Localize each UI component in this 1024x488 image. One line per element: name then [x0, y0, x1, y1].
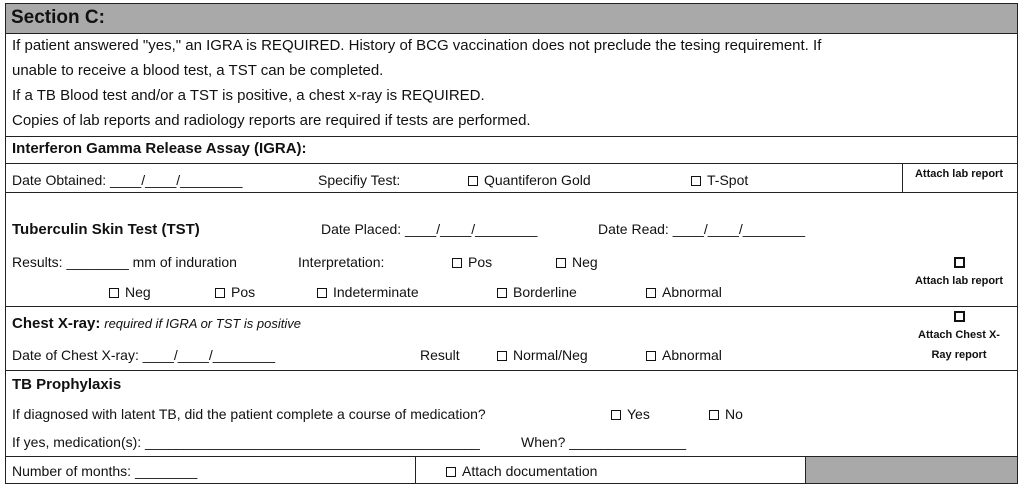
- divider: [6, 192, 1017, 193]
- xray-normal-label: Normal/Neg: [513, 347, 588, 363]
- instruction-line-1: If patient answered "yes," an IGRA is REQUIRED. History of BCG vaccination does not preclude the tesing requirement. If: [12, 37, 822, 54]
- checkbox-icon[interactable]: [691, 176, 701, 186]
- divider: [6, 163, 1017, 164]
- xray-heading: Chest X-ray:: [12, 315, 101, 332]
- interpretation-label: Interpretation:: [298, 254, 385, 270]
- instruction-line-3: If a TB Blood test and/or a TST is positive, a chest x-ray is REQUIRED.: [12, 87, 485, 104]
- tst-attach-checkbox[interactable]: [954, 255, 965, 273]
- specify-test-label: Specifiy Test:: [318, 172, 401, 188]
- instruction-line-2: unable to receive a blood test, a TST can be completed.: [12, 62, 384, 79]
- prophylaxis-question: If diagnosed with latent TB, did the patient complete a course of medication?: [12, 406, 486, 422]
- igra-pos-label: Pos: [231, 284, 256, 300]
- number-of-months-field[interactable]: Number of months: ________: [12, 463, 198, 479]
- xray-heading-row: [12, 315, 301, 332]
- divider: [415, 456, 416, 483]
- divider: [902, 163, 903, 192]
- xray-attach-checkbox[interactable]: [954, 309, 965, 327]
- prophylaxis-heading: TB Prophylaxis: [12, 376, 122, 393]
- when-field[interactable]: When? _______________: [521, 434, 687, 450]
- igra-neg-label: Neg: [125, 284, 151, 300]
- xray-normal-option[interactable]: [497, 347, 588, 363]
- tst-pos-label: Pos: [468, 254, 493, 270]
- igra-attach-lab-report[interactable]: Attach lab report: [914, 168, 1003, 180]
- divider: [6, 306, 1017, 307]
- prophylaxis-no-option[interactable]: [709, 406, 743, 422]
- igra-neg-option[interactable]: [109, 284, 151, 300]
- tst-neg-option[interactable]: [556, 254, 598, 270]
- checkbox-icon[interactable]: [468, 176, 478, 186]
- checkbox-icon[interactable]: [317, 288, 327, 298]
- igra-abnormal-option[interactable]: [646, 284, 722, 300]
- divider: [6, 370, 1017, 371]
- xray-attach-line-2[interactable]: Ray report: [931, 349, 987, 361]
- xray-abnormal-label: Abnormal: [662, 347, 722, 363]
- checkbox-icon[interactable]: [497, 288, 507, 298]
- xray-result-label: Result: [420, 347, 460, 363]
- xray-date-field[interactable]: Date of Chest X-ray: ____/____/________: [12, 347, 276, 363]
- tst-attach-lab-report[interactable]: Attach lab report: [914, 275, 1003, 287]
- tst-date-read-field[interactable]: Date Read: ____/____/________: [598, 221, 806, 237]
- attach-documentation-option[interactable]: [446, 463, 597, 479]
- checkbox-icon[interactable]: [215, 288, 225, 298]
- instruction-line-4: Copies of lab reports and radiology reports are required if tests are performed.: [12, 112, 531, 129]
- divider: [6, 136, 1017, 137]
- checkbox-icon[interactable]: [611, 410, 621, 420]
- checkbox-icon[interactable]: [556, 258, 566, 268]
- igra-pos-option[interactable]: [215, 284, 255, 300]
- section-header: [6, 4, 1017, 34]
- checkbox-icon[interactable]: [646, 351, 656, 361]
- igra-date-obtained-field[interactable]: Date Obtained: ____/____/________: [12, 172, 243, 188]
- igra-heading: Interferon Gamma Release Assay (IGRA):: [12, 140, 307, 157]
- tst-results-field[interactable]: Results: ________ mm of induration: [12, 254, 237, 270]
- tspot-option[interactable]: [691, 172, 748, 188]
- igra-indeterminate-label: Indeterminate: [333, 284, 419, 300]
- section-c-form: [5, 3, 1018, 484]
- tspot-label: T-Spot: [707, 172, 749, 188]
- igra-indeterminate-option[interactable]: [317, 284, 419, 300]
- section-title: Section C:: [11, 7, 105, 28]
- tst-date-placed-field[interactable]: Date Placed: ____/____/________: [321, 221, 538, 237]
- quantiferon-label: Quantiferon Gold: [484, 172, 591, 188]
- tst-neg-label: Neg: [572, 254, 598, 270]
- igra-borderline-label: Borderline: [513, 284, 577, 300]
- checkbox-icon[interactable]: [452, 258, 462, 268]
- checkbox-icon[interactable]: [446, 467, 456, 477]
- attach-documentation-label: Attach documentation: [462, 463, 598, 479]
- quantiferon-option[interactable]: [468, 172, 591, 188]
- checkbox-icon[interactable]: [954, 311, 965, 322]
- checkbox-icon[interactable]: [646, 288, 656, 298]
- xray-attach-line-1[interactable]: Attach Chest X-: [918, 329, 1000, 341]
- medications-field[interactable]: If yes, medication(s): ___________________________________________: [12, 434, 480, 450]
- tst-heading: Tuberculin Skin Test (TST): [12, 221, 200, 238]
- prophylaxis-yes-label: Yes: [627, 406, 650, 422]
- checkbox-icon[interactable]: [709, 410, 719, 420]
- igra-borderline-option[interactable]: [497, 284, 577, 300]
- checkbox-icon[interactable]: [109, 288, 119, 298]
- checkbox-icon[interactable]: [497, 351, 507, 361]
- prophylaxis-yes-option[interactable]: [611, 406, 650, 422]
- prophylaxis-no-label: No: [725, 406, 743, 422]
- checkbox-icon[interactable]: [954, 257, 965, 268]
- xray-note: required if IGRA or TST is positive: [104, 316, 301, 331]
- igra-abnormal-label: Abnormal: [662, 284, 722, 300]
- xray-abnormal-option[interactable]: [646, 347, 722, 363]
- tst-pos-option[interactable]: [452, 254, 492, 270]
- shaded-cell: [806, 457, 1017, 483]
